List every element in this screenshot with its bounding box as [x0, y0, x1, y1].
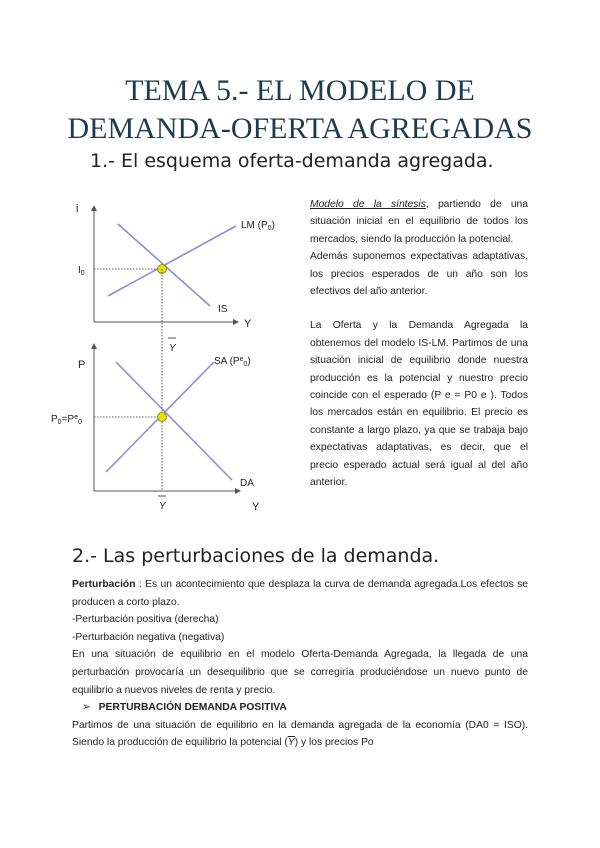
ad-as-panel: [51, 346, 260, 513]
synthesis-model-term: Modelo de la síntesis: [310, 199, 426, 210]
da-label: DA: [240, 478, 254, 489]
list-item: -Perturbación positiva (derecha): [72, 614, 219, 626]
sa-label: SA $(P^e_0)$: [214, 356, 251, 368]
p0-label: $P_0=P^e_0$: [51, 414, 82, 426]
page-title: [40, 72, 560, 148]
bottom-equilibrium-point: [158, 413, 167, 422]
section-1-heading: 1.- El esquema oferta-demanda agregada.: [90, 150, 494, 172]
lm-label: LM $(P_0)$: [241, 220, 275, 232]
top-x-axis-label: Y: [244, 318, 252, 330]
svg-text:Y: Y: [159, 501, 166, 512]
i0-label: $I_0$: [78, 265, 85, 277]
is-lm-panel: [76, 203, 275, 330]
paragraph-is-lm-derivation: La Oferta y la Demanda Agregada la obtenemos del modelo IS-LM. Partimos de una situación inicial de equilibrio donde nuestra producción es la potencial y nuestro precio coincide con el esperado (P e = P0 e ). Todos los mercados están en equilibrio. El precio es constante a largo plazo, ya que se trabaja bajo expectativas adaptativas, es decir, que el precio esperado actual será igual al del año anterior.: [310, 320, 528, 489]
list-item: -Perturbación negativa (negativa): [72, 631, 225, 643]
top-y-axis-label: i: [76, 203, 79, 215]
ybar-mid-label: [168, 338, 177, 354]
paragraph-equilibrium: En una situación de equilibrio en el modelo Oferta-Demanda Agregada, la llegada de una perturbación provocaría un desequilibrio que se corregiría produciéndose un nuevo punto de equilibrio a nuevos niveles de renta y precio.: [72, 649, 528, 696]
section-2-body: [72, 576, 528, 752]
svg-text:Y: Y: [169, 343, 176, 354]
is-lm-ad-as-diagram: [48, 196, 288, 521]
paragraph-adaptive-expectations: Además suponemos expectativas adaptativas, los precios esperados de un año son los efectivos del año anterior.: [310, 251, 528, 298]
bottom-y-axis-label: P: [78, 359, 86, 371]
lm-curve: [108, 226, 236, 296]
section-2-heading: 2.- Las perturbaciones de la demanda.: [72, 545, 440, 567]
arrow-bullet-icon: ➢: [82, 702, 91, 714]
is-label: IS: [218, 304, 228, 315]
section-1-explanation: [310, 196, 528, 492]
bullet-heading-positive-demand: ➢ PERTURBACIÓN DEMANDA POSITIVA: [82, 702, 287, 714]
da-curve: [116, 362, 232, 480]
paragraph-synthesis-model: Modelo de la síntesis, partiendo de una situación inicial en el equilibrio de todos los mercados, siendo la producción la potencial.: [310, 199, 528, 245]
ybar-bottom-label: [158, 496, 167, 512]
title-line-2: DEMANDA-OFERTA AGREGADAS: [67, 112, 533, 145]
perturbation-definition: Perturbación : Es un acontecimiento que desplaza la curva de demanda agregada.Los efectos se producen a corto plazo.: [72, 579, 528, 608]
paragraph-positive-demand: Partimos de una situación de equilibrio en la demanda agregada de la economía (DA0 = ISO). Siendo la producción de equilibrio la potencial $(\overline{Y})$ y los precios Po: [72, 719, 528, 749]
bottom-x-axis-label: Y: [252, 501, 260, 513]
title-line-1: TEMA 5.- EL MODELO DE: [125, 74, 475, 107]
